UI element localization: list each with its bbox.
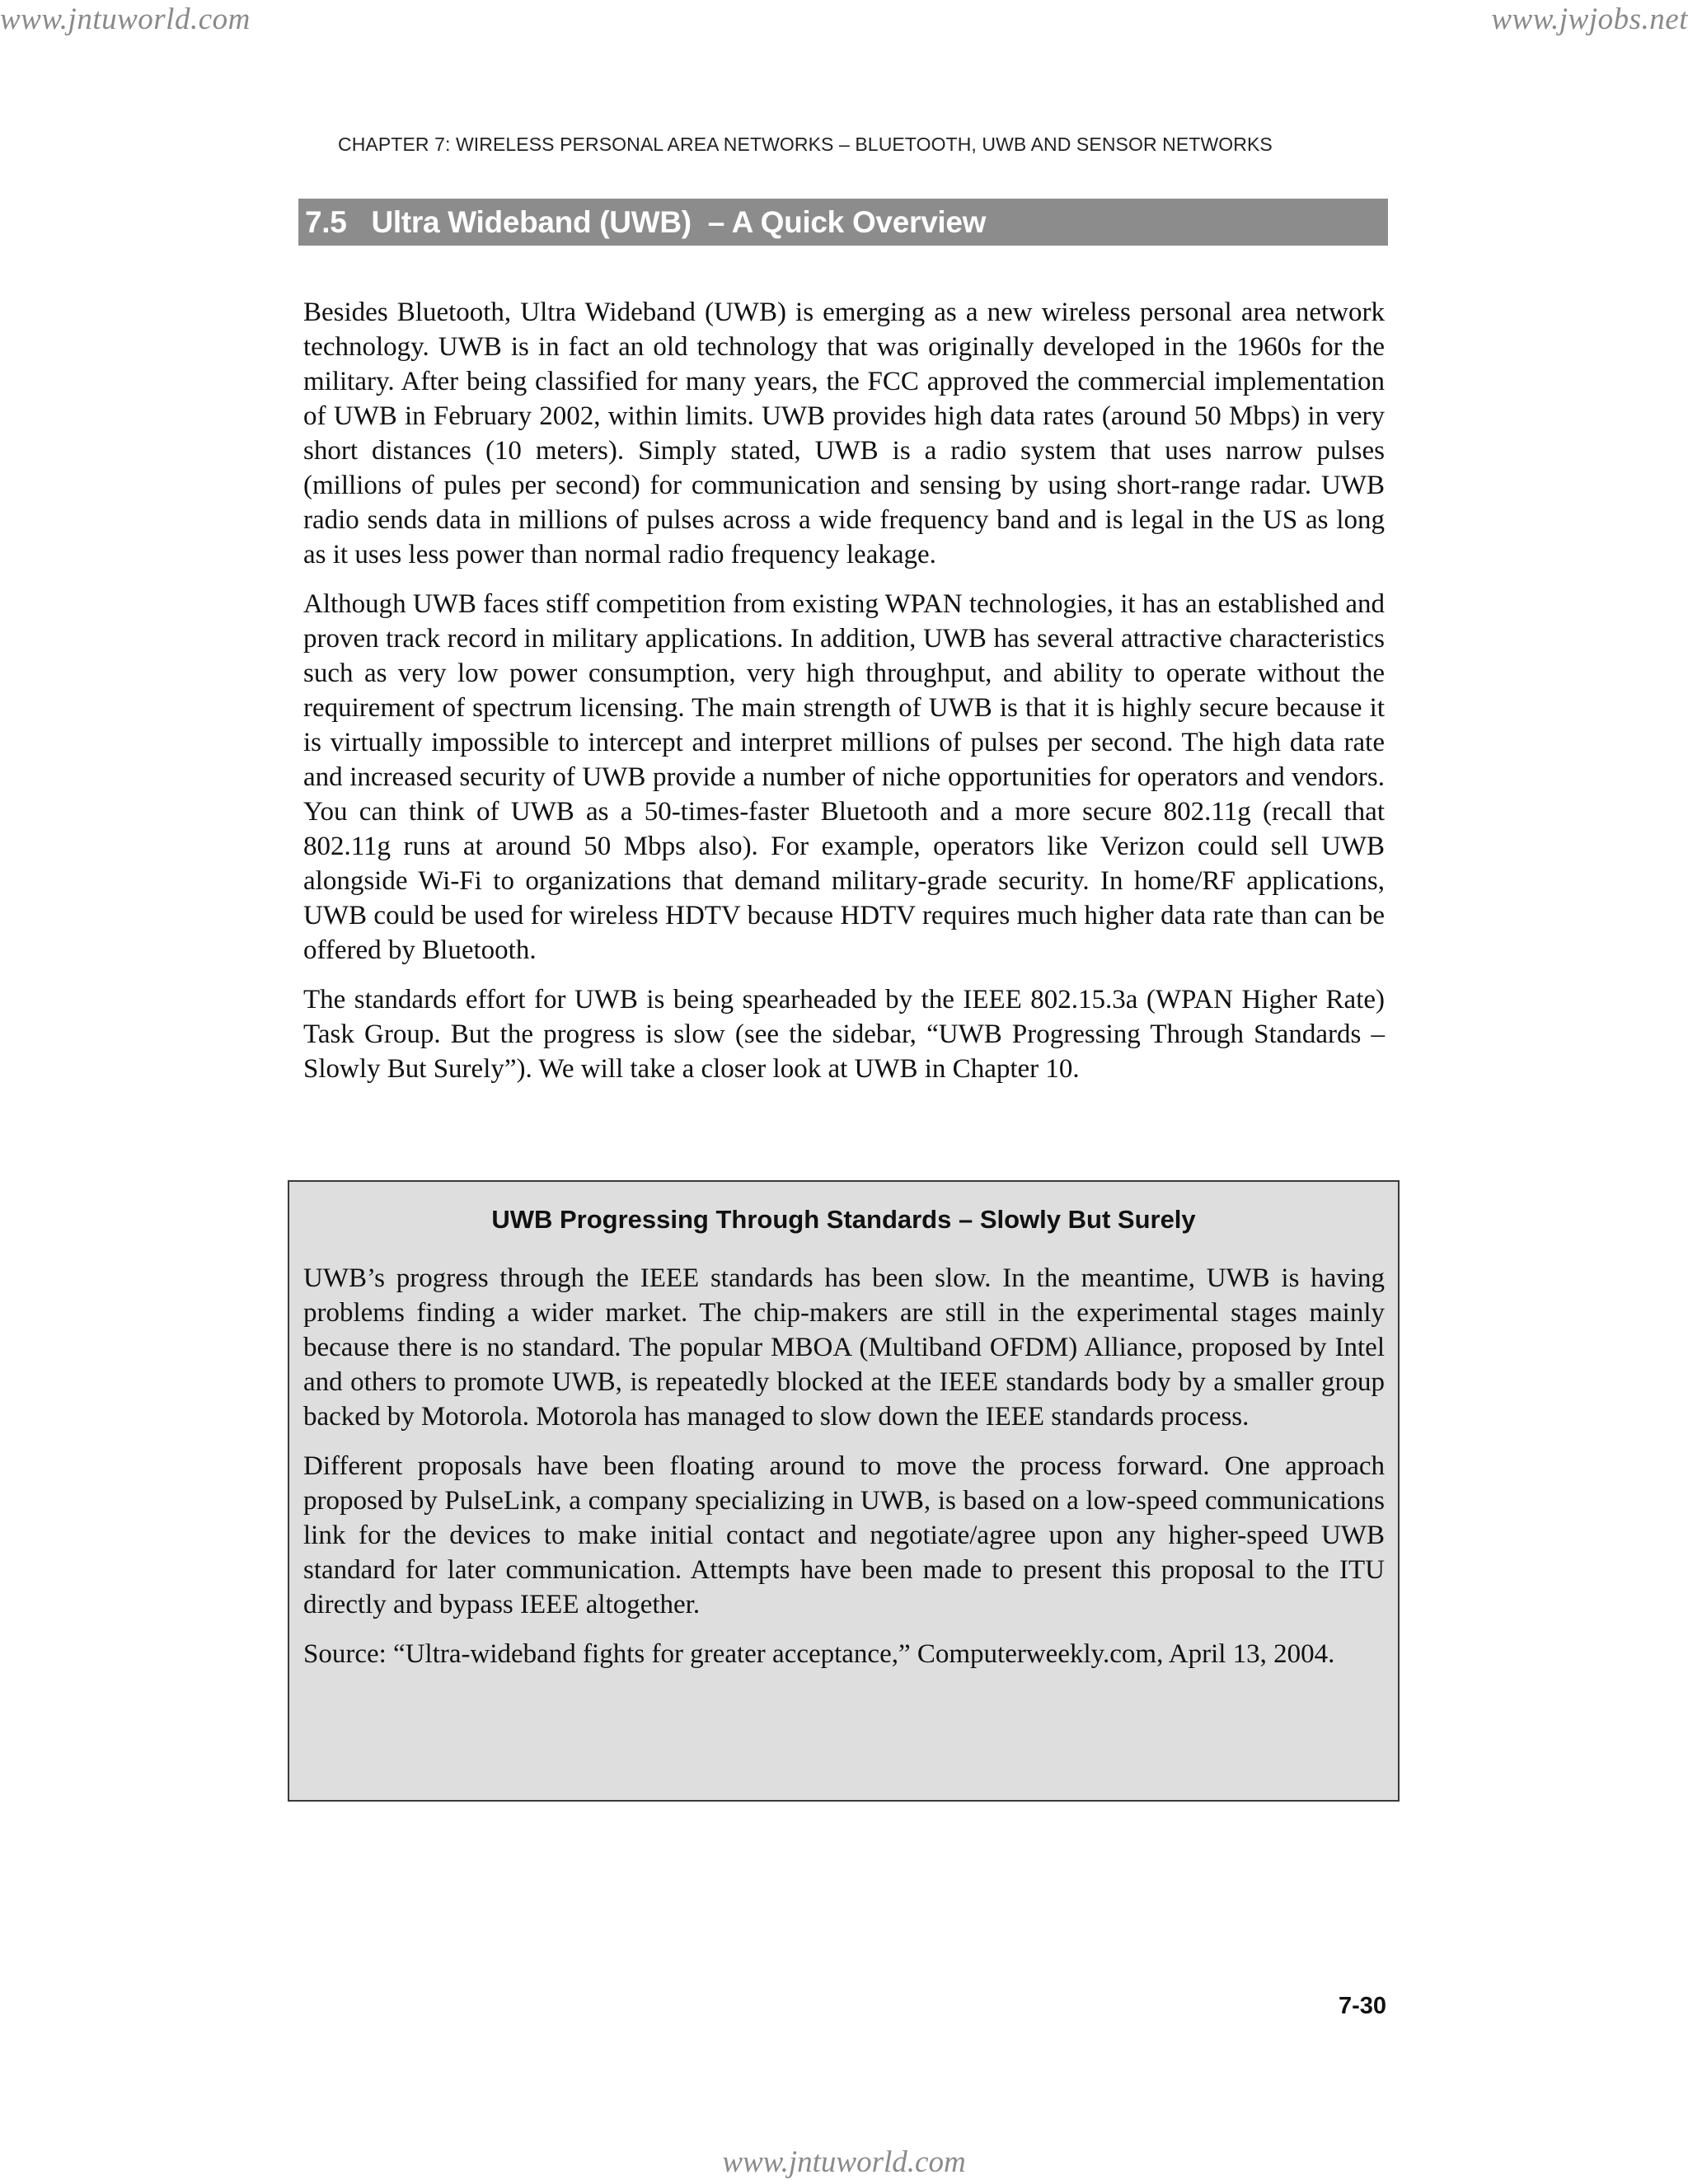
section-title: 7.5 Ultra Wideband (UWB) – A Quick Overview — [305, 204, 987, 239]
sidebar-box — [288, 1180, 1400, 1802]
body-paragraph: Besides Bluetooth, Ultra Wideband (UWB) is emerging as a new wireless personal area network technology. UWB is in fact an old technology that was originally developed in the 1960s for the military. After being classified for many years, the FCC approved the commercial implementation of UWB in February 2002, within limits. UWB provides high data rates (around 50 Mbps) in very short distances (10 meters). Simply stated, UWB is a radio system that uses narrow pulses (millions of pules per second) for communication and sensing by using short-range radar. UWB radio sends data in millions of pulses across a wide frequency band and is legal in the US as long as it uses less power than normal radio frequency leakage. — [303, 298, 1385, 569]
body-paragraph: Although UWB faces stiff competition from existing WPAN technologies, it has an established and proven track record in military applications. In addition, UWB has several attractive characteristics such as very low power consumption, very high throughput, and ability to operate without the requirement of spectrum licensing. The main strength of UWB is that it is highly secure because it is virtually impossible to intercept and interpret millions of pulses per second. The high data rate and increased security of UWB provide a number of niche opportunities for operators and vendors. You can think of UWB as a 50-times-faster Bluetooth and a more secure 802.11g (recall that 802.11g runs at around 50 Mbps also). For example, operators like Verizon could sell UWB alongside Wi-Fi to organizations that demand military-grade security. In home/RF applications, UWB could be used for wireless HDTV because HDTV requires much higher data rate than can be offered by Bluetooth. — [303, 589, 1385, 965]
sidebar-paragraph: UWB’s progress through the IEEE standards has been slow. In the meantime, UWB is having problems finding a wider market. The chip-makers are still in the experimental stages mainly because there is no standard. The popular MBOA (Multiband OFDM) Alliance, proposed by Intel and others to promote UWB, is repeatedly blocked at the IEEE standards body by a smaller group backed by Motorola. Motorola has managed to slow down the IEEE standards process. — [303, 1263, 1385, 1432]
page-number: 7-30 — [1338, 1993, 1386, 2019]
watermark-bottom: www.jntuworld.com — [722, 2145, 966, 2179]
sidebar-source: Source: “Ultra-wideband fights for greater acceptance,” Computerweekly.com, April 13, 2004. — [303, 1639, 1335, 1669]
running-head: CHAPTER 7: WIRELESS PERSONAL AREA NETWORKS – BLUETOOTH, UWB AND SENSOR NETWORKS — [338, 134, 1273, 155]
sidebar-title: UWB Progressing Through Standards – Slowly But Surely — [491, 1205, 1196, 1234]
watermark-top-left: www.jntuworld.com — [0, 2, 251, 36]
section-heading-bar — [298, 199, 1388, 246]
watermark-top-right: www.jwjobs.net — [1491, 2, 1688, 36]
main-body — [303, 295, 1385, 1101]
sidebar-paragraph: Different proposals have been floating around to move the process forward. One approach proposed by PulseLink, a company specializing in UWB, is based on a low-speed communications link for the devices to make initial contact and negotiate/agree upon any higher-speed UWB standard for later communication. Attempts have been made to present this proposal to the ITU directly and bypass IEEE altogether. — [303, 1451, 1385, 1619]
body-paragraph: The standards effort for UWB is being spearheaded by the IEEE 802.15.3a (WPAN Higher Rate) Task Group. But the progress is slow (see the sidebar, “UWB Progressing Through Standards – Slowly But Surely”). We will take a closer look at UWB in Chapter 10. — [303, 985, 1385, 1084]
sidebar-body — [303, 1261, 1385, 1686]
